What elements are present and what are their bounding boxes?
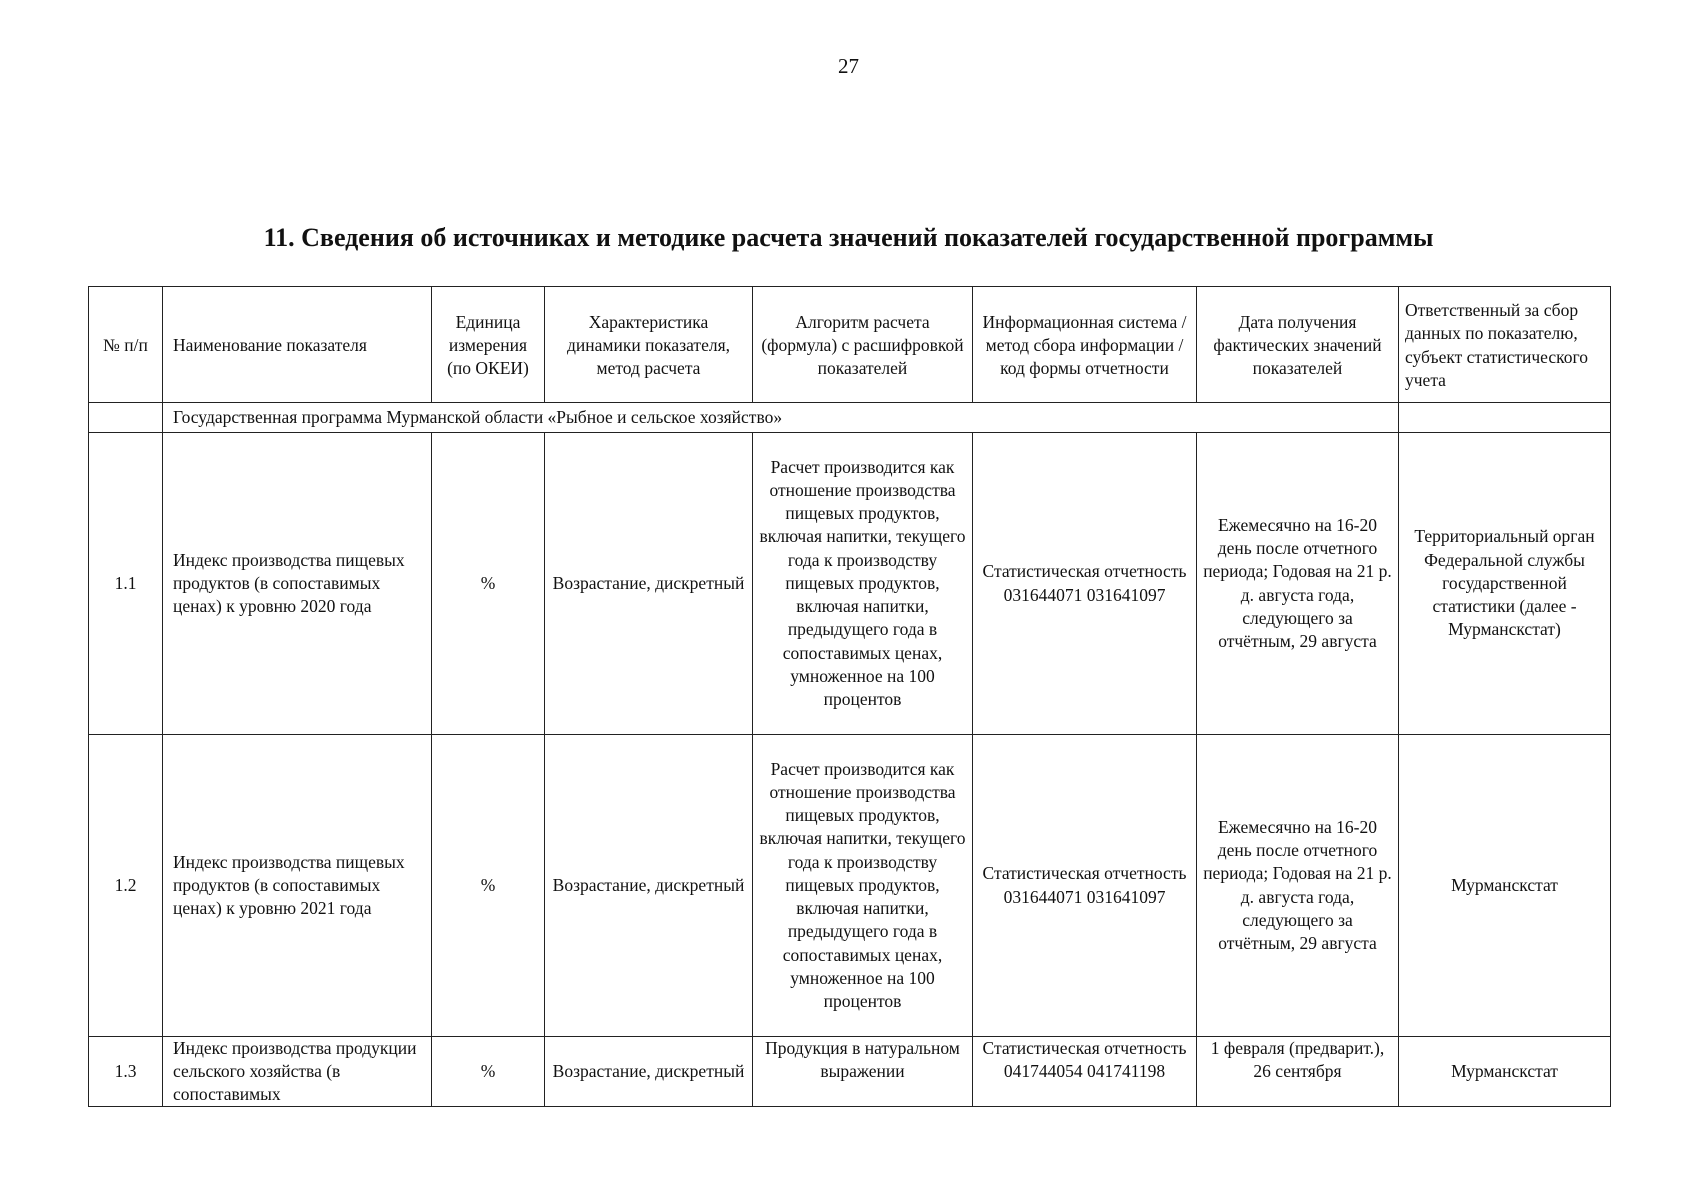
header-dynamics: Характеристика динамики показателя, метод расчета: [545, 287, 753, 403]
header-num: № п/п: [89, 287, 163, 403]
cell-name: Индекс производства пищевых продуктов (в сопоставимых ценах) к уровню 2021 года: [163, 735, 432, 1037]
cell-unit: %: [432, 1037, 545, 1107]
table-row: [89, 1037, 1611, 1107]
cell-date: Ежемесячно на 16-20 день после отчетного периода; Годовая на 21 р. д. августа года, следующего за отчётным, 29 августа: [1197, 433, 1399, 735]
cell-system: Статистическая отчетность 031644071 031641097: [973, 433, 1197, 735]
header-name: Наименование показателя: [163, 287, 432, 403]
program-row: [89, 403, 1611, 433]
cell-name-text: Индекс производства продукции сельского хозяйства (в сопоставимых: [173, 1038, 417, 1105]
cell-dynamics: Возрастание, дискретный: [545, 433, 753, 735]
cell-num: 1.3: [89, 1037, 163, 1107]
cell-responsible: Мурманскстат: [1399, 735, 1611, 1037]
header-algorithm: Алгоритм расчета (формула) с расшифровкой показателей: [753, 287, 973, 403]
cell-num: 1.2: [89, 735, 163, 1037]
section-title: 11. Сведения об источниках и методике расчета значений показателей государственной программы: [263, 223, 1434, 252]
page-number: 27: [838, 54, 859, 78]
cell-algorithm: Расчет производится как отношение производства пищевых продуктов, включая напитки, текущего года к производству пищевых продуктов, включая напитки, предыдущего года в сопоставимых ценах, умноженное на 100 процентов: [753, 433, 973, 735]
cell-responsible: Территориальный орган Федеральной службы государственной статистики (далее - Мурманскстат): [1399, 433, 1611, 735]
table-row: [89, 735, 1611, 1037]
cell-unit: %: [432, 735, 545, 1037]
cell-num: 1.1: [89, 433, 163, 735]
cell-date: Ежемесячно на 16-20 день после отчетного периода; Годовая на 21 р. д. августа года, следующего за отчётным, 29 августа: [1197, 735, 1399, 1037]
cell-dynamics: Возрастание, дискретный: [545, 1037, 753, 1107]
program-title: Государственная программа Мурманской области «Рыбное и сельское хозяйство»: [163, 403, 1399, 433]
header-date: Дата получения фактических значений показателей: [1197, 287, 1399, 403]
cell-unit: %: [432, 433, 545, 735]
cell-dynamics: Возрастание, дискретный: [545, 735, 753, 1037]
cell-name: [163, 1037, 432, 1107]
program-row-responsible: [1399, 403, 1611, 433]
cell-system: Статистическая отчетность 031644071 031641097: [973, 735, 1197, 1037]
indicators-table: [88, 286, 1611, 1107]
header-system: Информационная система / метод сбора информации / код формы отчетности: [973, 287, 1197, 403]
table-row: [89, 433, 1611, 735]
cell-name: Индекс производства пищевых продуктов (в сопоставимых ценах) к уровню 2020 года: [163, 433, 432, 735]
cell-responsible: Мурманскстат: [1399, 1037, 1611, 1107]
cell-algorithm: Продукция в натуральном выражении: [753, 1037, 973, 1107]
cell-algorithm: Расчет производится как отношение производства пищевых продуктов, включая напитки, текущего года к производству пищевых продуктов, включая напитки, предыдущего года в сопоставимых ценах, умноженное на 100 процентов: [753, 735, 973, 1037]
header-unit: Единица измерения (по ОКЕИ): [432, 287, 545, 403]
cell-date: 1 февраля (предварит.), 26 сентября: [1197, 1037, 1399, 1107]
program-row-num: [89, 403, 163, 433]
header-responsible: Ответственный за сбор данных по показателю, субъект статистического учета: [1399, 287, 1611, 403]
cell-system: Статистическая отчетность 041744054 041741198: [973, 1037, 1197, 1107]
table-header-row: [89, 287, 1611, 403]
